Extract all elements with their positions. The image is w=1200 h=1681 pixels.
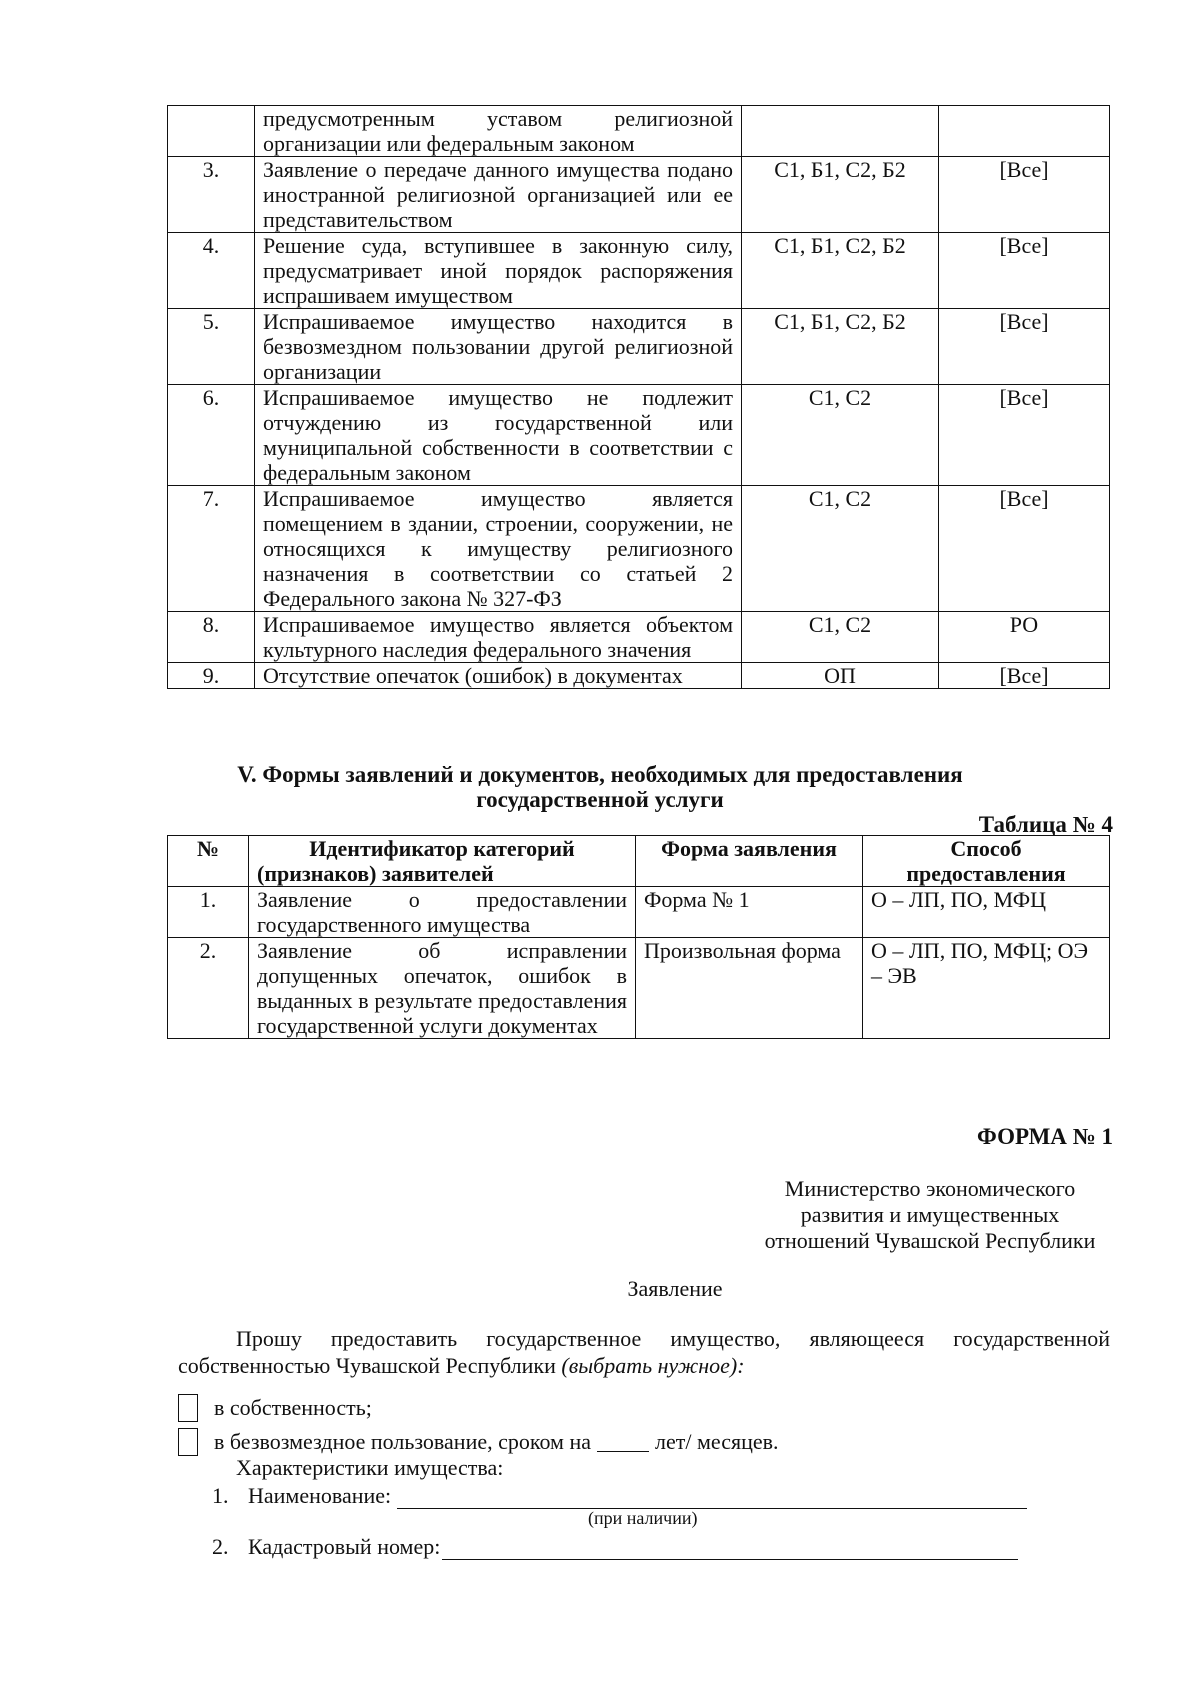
name-input-line[interactable] (397, 1486, 1027, 1509)
grounds-row-result: [Все] (939, 233, 1110, 309)
characteristics-label: Характеристики имущества: (236, 1455, 504, 1480)
section-v-title-line2: государственной услуги (476, 787, 724, 812)
forms-row-num: 1. (168, 887, 249, 938)
field1-hint: (при наличии) (588, 1508, 698, 1528)
grounds-table (167, 105, 1110, 689)
grounds-row-num: 5. (168, 309, 255, 385)
grounds-row-text: Заявление о передаче данного имущества подано иностранной религиозной организацией или ее представительством (255, 157, 742, 233)
grounds-row (168, 157, 1110, 233)
grounds-row-codes: С1, Б1, С2, Б2 (742, 157, 939, 233)
forms-row (168, 887, 1110, 938)
grounds-row (168, 612, 1110, 663)
grounds-row-num: 9. (168, 663, 255, 689)
grounds-row-text: Решение суда, вступившее в законную силу, предусматривает иной порядок распоряжения испрашиваем имуществом (255, 233, 742, 309)
grounds-row-codes: С1, С2 (742, 612, 939, 663)
option-use-suffix: лет/ месяцев. (655, 1429, 779, 1454)
grounds-row-codes: С1, Б1, С2, Б2 (742, 309, 939, 385)
grounds-row-num: 4. (168, 233, 255, 309)
forms-header-method: Способ предоставления (863, 836, 1110, 887)
forms-table (167, 835, 1110, 1039)
grounds-row-num (168, 106, 255, 157)
grounds-row-result: [Все] (939, 385, 1110, 486)
option-ownership-label: в собственность; (214, 1395, 372, 1420)
grounds-row-result: [Все] (939, 157, 1110, 233)
ownership-checkbox[interactable] (178, 1394, 198, 1422)
form-1-heading: ФОРМА № 1 (977, 1124, 1113, 1149)
grounds-row-text: Испрашиваемое имущество не подлежит отчуждению из государственной или муниципальной собственности в соответствии с федеральным законом (255, 385, 742, 486)
addressee-block (740, 1176, 1120, 1254)
request-text: Прошу предоставить государственное имущество, являющееся государственной собственностью Чувашской Республики (178, 1326, 1110, 1378)
grounds-row-result: [Все] (939, 663, 1110, 689)
option-free-use (178, 1428, 779, 1456)
grounds-row-result: [Все] (939, 486, 1110, 612)
addressee-line: развития и имущественных (800, 1202, 1060, 1227)
grounds-row-text: Испрашиваемое имущество является помещением в здании, строении, сооружении, не относящихся к имуществу религиозного назначения в соответствии со статьей 2 Федерального закона № 327-ФЗ (255, 486, 742, 612)
forms-row-num: 2. (168, 938, 249, 1039)
grounds-row (168, 309, 1110, 385)
grounds-row (168, 233, 1110, 309)
addressee-line: Министерство экономического (784, 1176, 1076, 1201)
field2-num: 2. (212, 1534, 229, 1559)
field-cadastral (212, 1534, 1018, 1560)
term-blank-field[interactable] (597, 1433, 649, 1452)
grounds-row-codes: ОП (742, 663, 939, 689)
grounds-row-text: Испрашиваемое имущество является объектом культурного наследия федерального значения (255, 612, 742, 663)
grounds-row-codes: С1, С2 (742, 486, 939, 612)
forms-row-identifier: Заявление об исправлении допущенных опечаток, ошибок в выданных в результате предоставления государственной услуги документах (249, 938, 636, 1039)
grounds-row-codes (742, 106, 939, 157)
forms-header-identifier: Идентификатор категорий (признаков) заявителей (249, 836, 636, 887)
field2-label: Кадастровый номер: (248, 1534, 441, 1559)
forms-row-method: О – ЛП, ПО, МФЦ (863, 887, 1110, 938)
section-v-title-line1: V. Формы заявлений и документов, необходимых для предоставления (237, 762, 963, 787)
forms-table-header-row (168, 836, 1110, 887)
grounds-row-codes: С1, Б1, С2, Б2 (742, 233, 939, 309)
table-4-label: Таблица № 4 (978, 812, 1113, 837)
addressee-line: отношений Чувашской Республики (764, 1228, 1096, 1253)
forms-row (168, 938, 1110, 1039)
forms-row-identifier: Заявление о предоставлении государственного имущества (249, 887, 636, 938)
forms-row-form: Форма № 1 (636, 887, 863, 938)
grounds-row-num: 7. (168, 486, 255, 612)
cadastral-input-line[interactable] (442, 1537, 1018, 1560)
section-v-title (0, 762, 1200, 812)
free-use-checkbox[interactable] (178, 1428, 198, 1456)
request-note: (выбрать нужное): (561, 1353, 745, 1378)
grounds-row-num: 8. (168, 612, 255, 663)
field1-num: 1. (212, 1483, 229, 1508)
grounds-row (168, 106, 1110, 157)
grounds-row (168, 385, 1110, 486)
forms-header-form: Форма заявления (636, 836, 863, 887)
option-ownership (178, 1394, 372, 1422)
grounds-row (168, 663, 1110, 689)
forms-header-num: № (168, 836, 249, 887)
forms-row-form: Произвольная форма (636, 938, 863, 1039)
grounds-row-codes: С1, С2 (742, 385, 939, 486)
grounds-row-result: [Все] (939, 309, 1110, 385)
grounds-row-num: 6. (168, 385, 255, 486)
grounds-row-text: Отсутствие опечаток (ошибок) в документах (255, 663, 742, 689)
grounds-row-result (939, 106, 1110, 157)
option-use-prefix: в безвозмездное пользование, сроком на (214, 1429, 591, 1454)
field1-label: Наименование: (248, 1483, 392, 1508)
grounds-row-text: Испрашиваемое имущество находится в безвозмездном пользовании другой религиозной организации (255, 309, 742, 385)
grounds-row-text: предусмотренным уставом религиозной организации или федеральным законом (255, 106, 742, 157)
application-title: Заявление (627, 1276, 723, 1301)
request-paragraph (178, 1325, 1110, 1379)
field-name (212, 1483, 1027, 1509)
grounds-row (168, 486, 1110, 612)
grounds-row-result: РО (939, 612, 1110, 663)
forms-row-method: О – ЛП, ПО, МФЦ; ОЭ – ЭВ (863, 938, 1110, 1039)
grounds-row-num: 3. (168, 157, 255, 233)
